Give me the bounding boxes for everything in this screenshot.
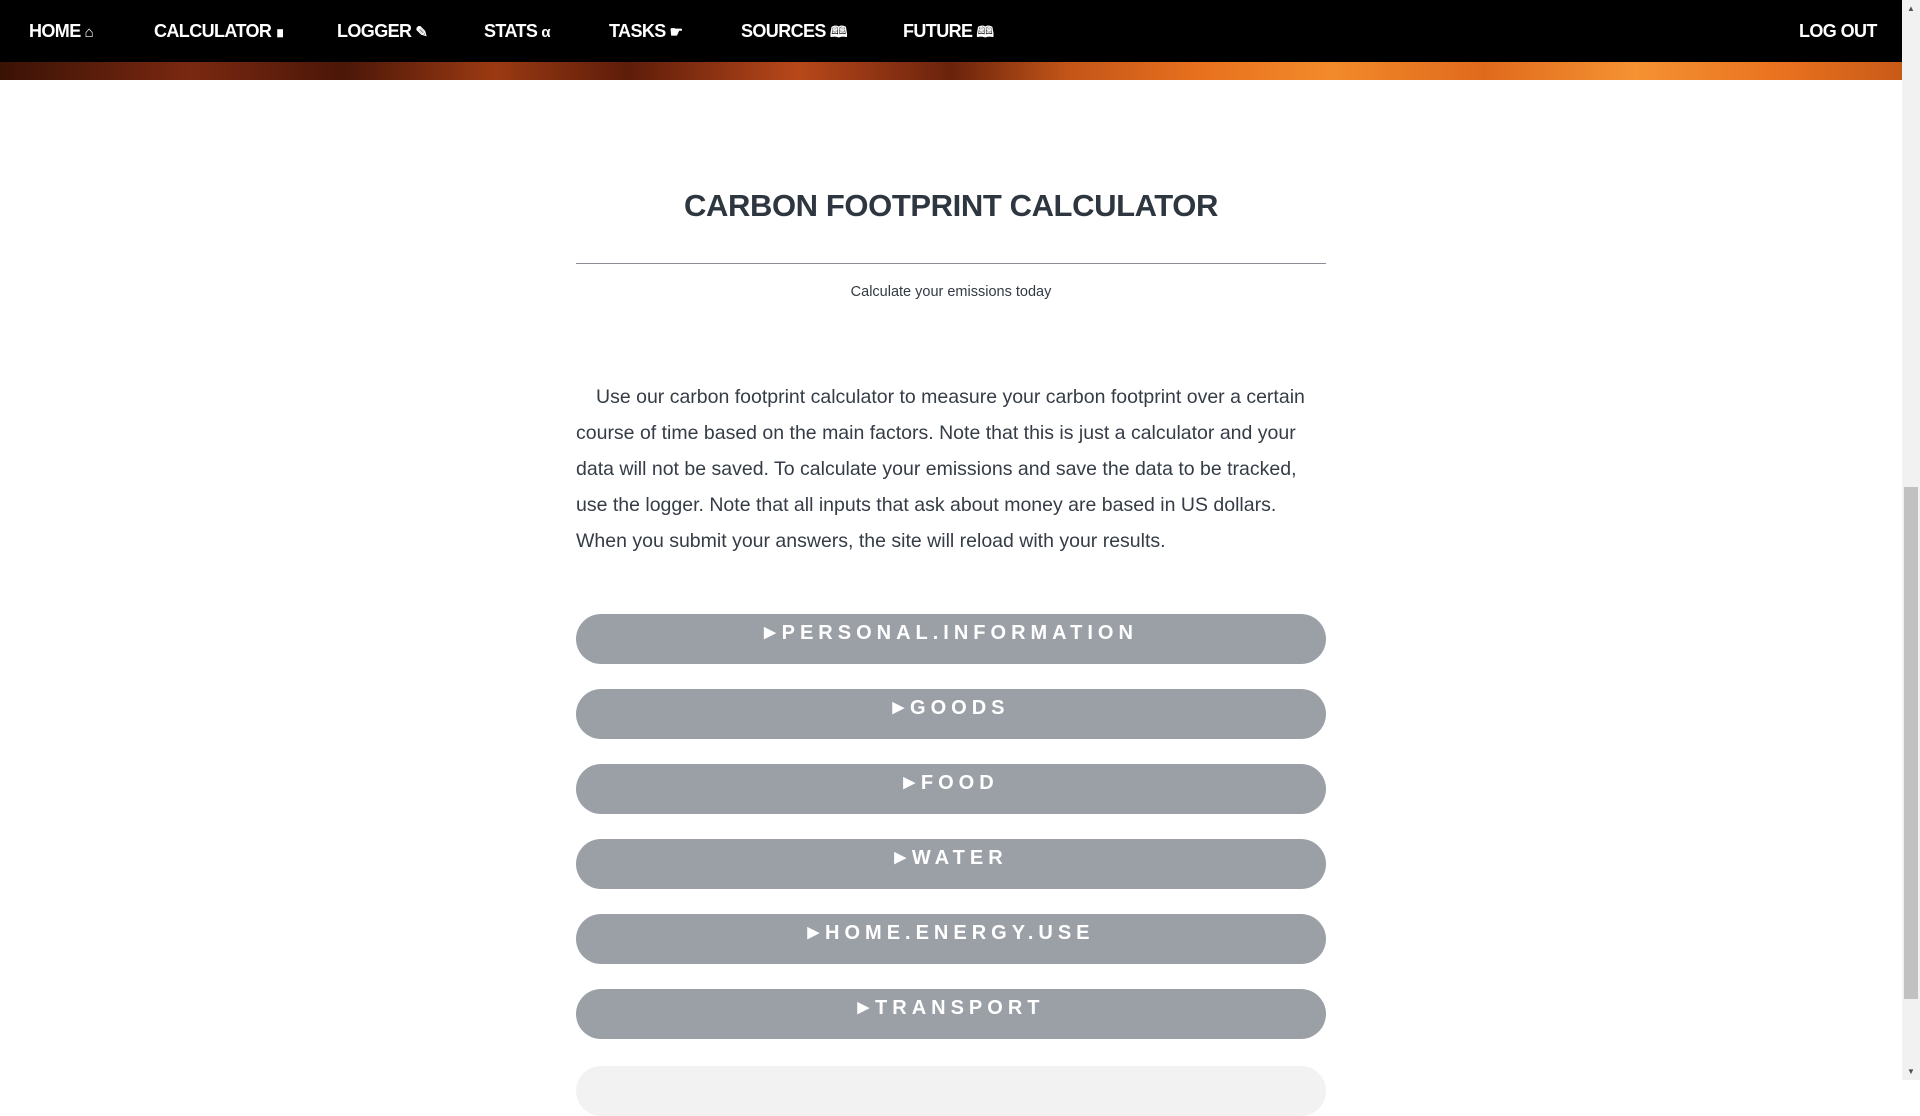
nav-sources-label: SOURCES <box>741 21 826 41</box>
nav-home-label: HOME <box>29 21 81 41</box>
triangle-right-icon: ▶ <box>857 999 870 1016</box>
nav-stats-link[interactable] <box>484 0 550 62</box>
home-icon: ⌂ <box>84 24 94 41</box>
nav-future-link[interactable] <box>903 0 994 62</box>
book-icon: 🕮 <box>976 24 994 41</box>
nav-future-label: FUTURE <box>903 21 973 41</box>
section-personal-information-toggle[interactable] <box>576 614 1326 664</box>
nav-tasks-label: TASKS <box>609 21 666 41</box>
nav-calculator-label: CALCULATOR <box>154 21 272 41</box>
section-label: TRANSPORT <box>875 997 1045 1019</box>
book-icon: 🕮 <box>829 24 847 41</box>
calculator-icon: ∎ <box>275 24 285 41</box>
page-title: CARBON FOOTPRINT CALCULATOR <box>684 188 1218 223</box>
title-divider <box>576 263 1326 264</box>
section-food-toggle[interactable] <box>576 764 1326 814</box>
scroll-up-icon[interactable]: ▲ <box>1907 4 1915 13</box>
section-label: GOODS <box>910 697 1010 719</box>
pointing-hand-icon: ☛ <box>669 24 683 41</box>
nav-tasks-link[interactable] <box>609 0 683 62</box>
triangle-right-icon: ▶ <box>894 849 906 866</box>
nav-logger-label: LOGGER <box>337 21 412 41</box>
hero-image-strip <box>0 62 1902 80</box>
pencil-icon: ✎ <box>415 24 428 41</box>
section-water-toggle[interactable] <box>576 839 1326 889</box>
scroll-down-icon[interactable]: ▼ <box>1907 1067 1915 1076</box>
section-goods-toggle[interactable] <box>576 689 1326 739</box>
vertical-scrollbar[interactable] <box>1902 0 1920 1080</box>
section-home-energy-use-toggle[interactable] <box>576 914 1326 964</box>
triangle-right-icon: ▶ <box>892 699 905 716</box>
scrollbar-thumb[interactable] <box>1904 487 1918 999</box>
nav-sources-link[interactable] <box>741 0 847 62</box>
section-label: FOOD <box>920 772 999 794</box>
nav-logger-link[interactable] <box>337 0 427 62</box>
alpha-icon: α <box>541 24 550 41</box>
nav-stats-label: STATS <box>484 21 538 41</box>
nav-home-link[interactable] <box>29 0 93 62</box>
top-navbar <box>0 0 1902 62</box>
triangle-right-icon: ▶ <box>903 774 915 791</box>
logout-link[interactable]: LOG OUT <box>1799 21 1877 41</box>
triangle-right-icon: ▶ <box>764 624 776 641</box>
section-transport-toggle[interactable] <box>576 989 1326 1039</box>
intro-paragraph: Use our carbon footprint calculator to measure your carbon footprint over a certain course of time based on the main factors. Note that this is just a calculator and your data will not be saved. To calculate your emissions and save the data to be tracked, use the logger. Note that all inputs that ask about money are based in US dollars. When you submit your answers, the site will reload with your results. <box>576 386 1305 552</box>
section-label: WATER <box>911 847 1008 869</box>
triangle-right-icon: ▶ <box>807 924 820 941</box>
section-label: HOME.ENERGY.USE <box>825 922 1095 944</box>
page-subtitle: Calculate your emissions today <box>850 284 1052 300</box>
next-section-toggle-partial[interactable] <box>576 1066 1326 1116</box>
section-label: PERSONAL.INFORMATION <box>781 622 1138 644</box>
nav-calculator-link[interactable] <box>154 0 284 62</box>
